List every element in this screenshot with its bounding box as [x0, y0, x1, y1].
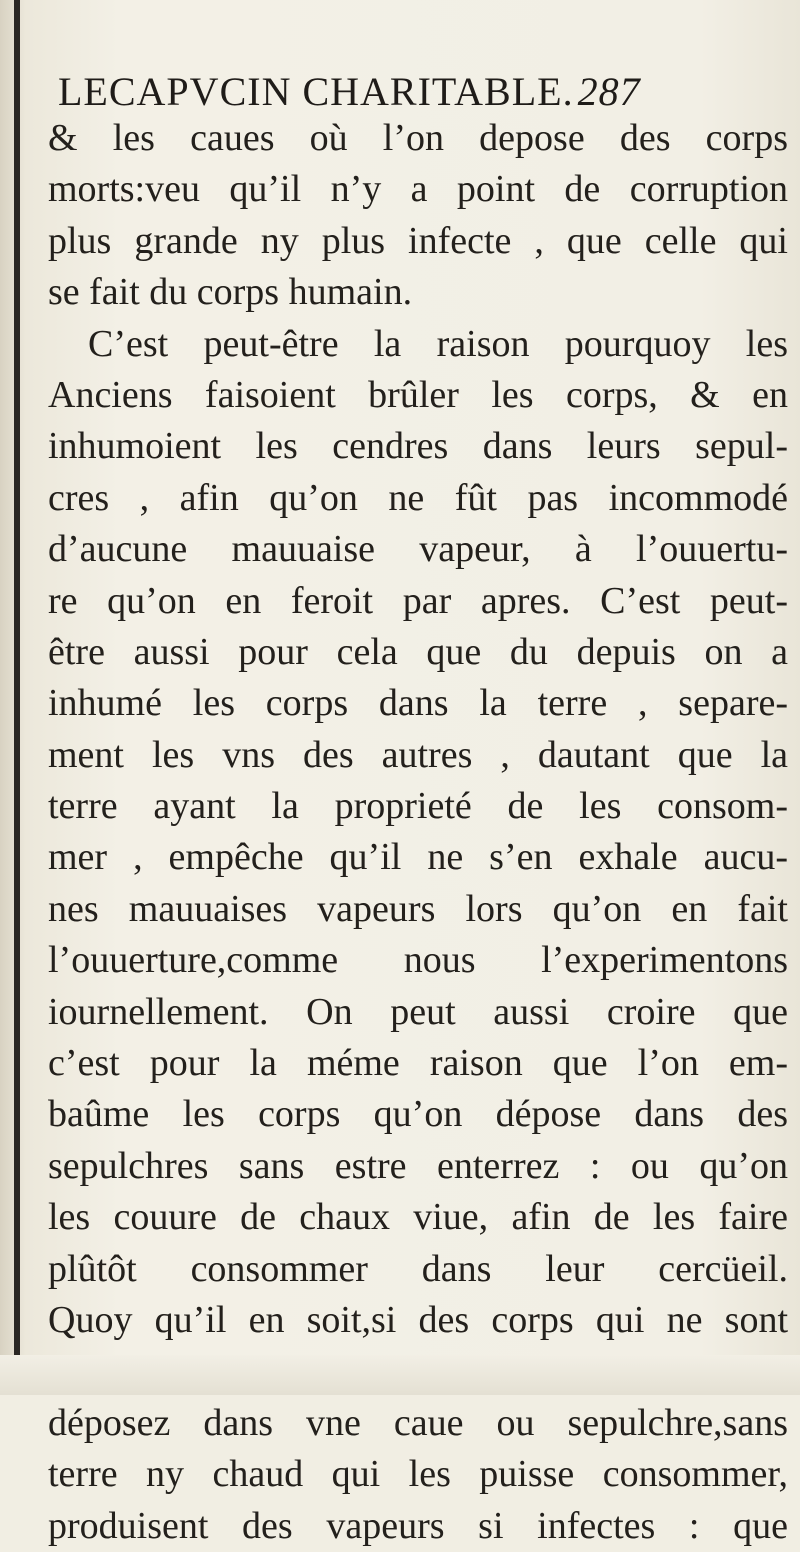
- text-line: être aussi pour cela que du depuis on a: [48, 630, 788, 673]
- binding-gutter: [14, 0, 20, 1395]
- text-line: déposez dans vne caue ou sepulchre,sans: [48, 1401, 788, 1444]
- text-line: terre ny chaud qui les puisse consommer,: [48, 1453, 788, 1496]
- text-line: nes mauuaises vapeurs lors qu’on en fait: [48, 887, 788, 930]
- text-line: d’aucune mauuaise vapeur, à l’ouuertu-: [48, 528, 788, 571]
- text-line: plus grande ny plus infecte , que celle qui: [48, 219, 788, 262]
- text-line: & les caues où l’on depose des corps: [48, 117, 788, 159]
- text-line: mer , empêche qu’il ne s’en exhale aucu-: [48, 836, 788, 879]
- text-line: sepulchres sans estre enterrez : ou qu’on: [48, 1144, 788, 1187]
- running-head: [58, 66, 798, 118]
- text-line: Quoy qu’il en soit,si des corps qui ne sont: [48, 1298, 788, 1341]
- running-head-title: LECAPVCIN CHARITABLE.: [58, 69, 574, 114]
- text-line: plûtôt consommer dans leur cercüeil.: [48, 1247, 788, 1290]
- text-line: re qu’on en feroit par apres. C’est peut-: [48, 579, 788, 622]
- text-line: ment les vns des autres , dautant que la: [48, 733, 788, 776]
- text-line: baûme les corps qu’on dépose dans des: [48, 1093, 788, 1136]
- text-line: inhumoient les cendres dans leurs sepul-: [48, 425, 788, 468]
- page-number: 287: [577, 69, 641, 114]
- text-line: iournellement. On peut aussi croire que: [48, 990, 788, 1033]
- text-line: produisent des vapeurs si infectes : que: [48, 1504, 788, 1547]
- text-line: terre ayant la proprieté de les consom-: [48, 785, 788, 828]
- text-body: [48, 113, 788, 1552]
- text-line: morts:veu qu’il n’y a point de corruption: [48, 168, 788, 211]
- text-line: c’est pour la méme raison que l’on em-: [48, 1042, 788, 1085]
- text-line: l’ouuerture,comme nous l’experimentons: [48, 939, 788, 982]
- text-line: C’est peut-être la raison pourquoy les: [88, 322, 788, 365]
- page-bottom-edge: [0, 1355, 800, 1395]
- text-line: les couure de chaux viue, afin de les faire: [48, 1196, 788, 1239]
- text-line: Anciens faisoient brûler les corps, & en: [48, 373, 788, 416]
- text-line: inhumé les corps dans la terre , separe-: [48, 682, 788, 725]
- text-line: se fait du corps humain.: [48, 271, 413, 314]
- text-line: cres , afin qu’on ne fût pas incommodé: [48, 476, 788, 519]
